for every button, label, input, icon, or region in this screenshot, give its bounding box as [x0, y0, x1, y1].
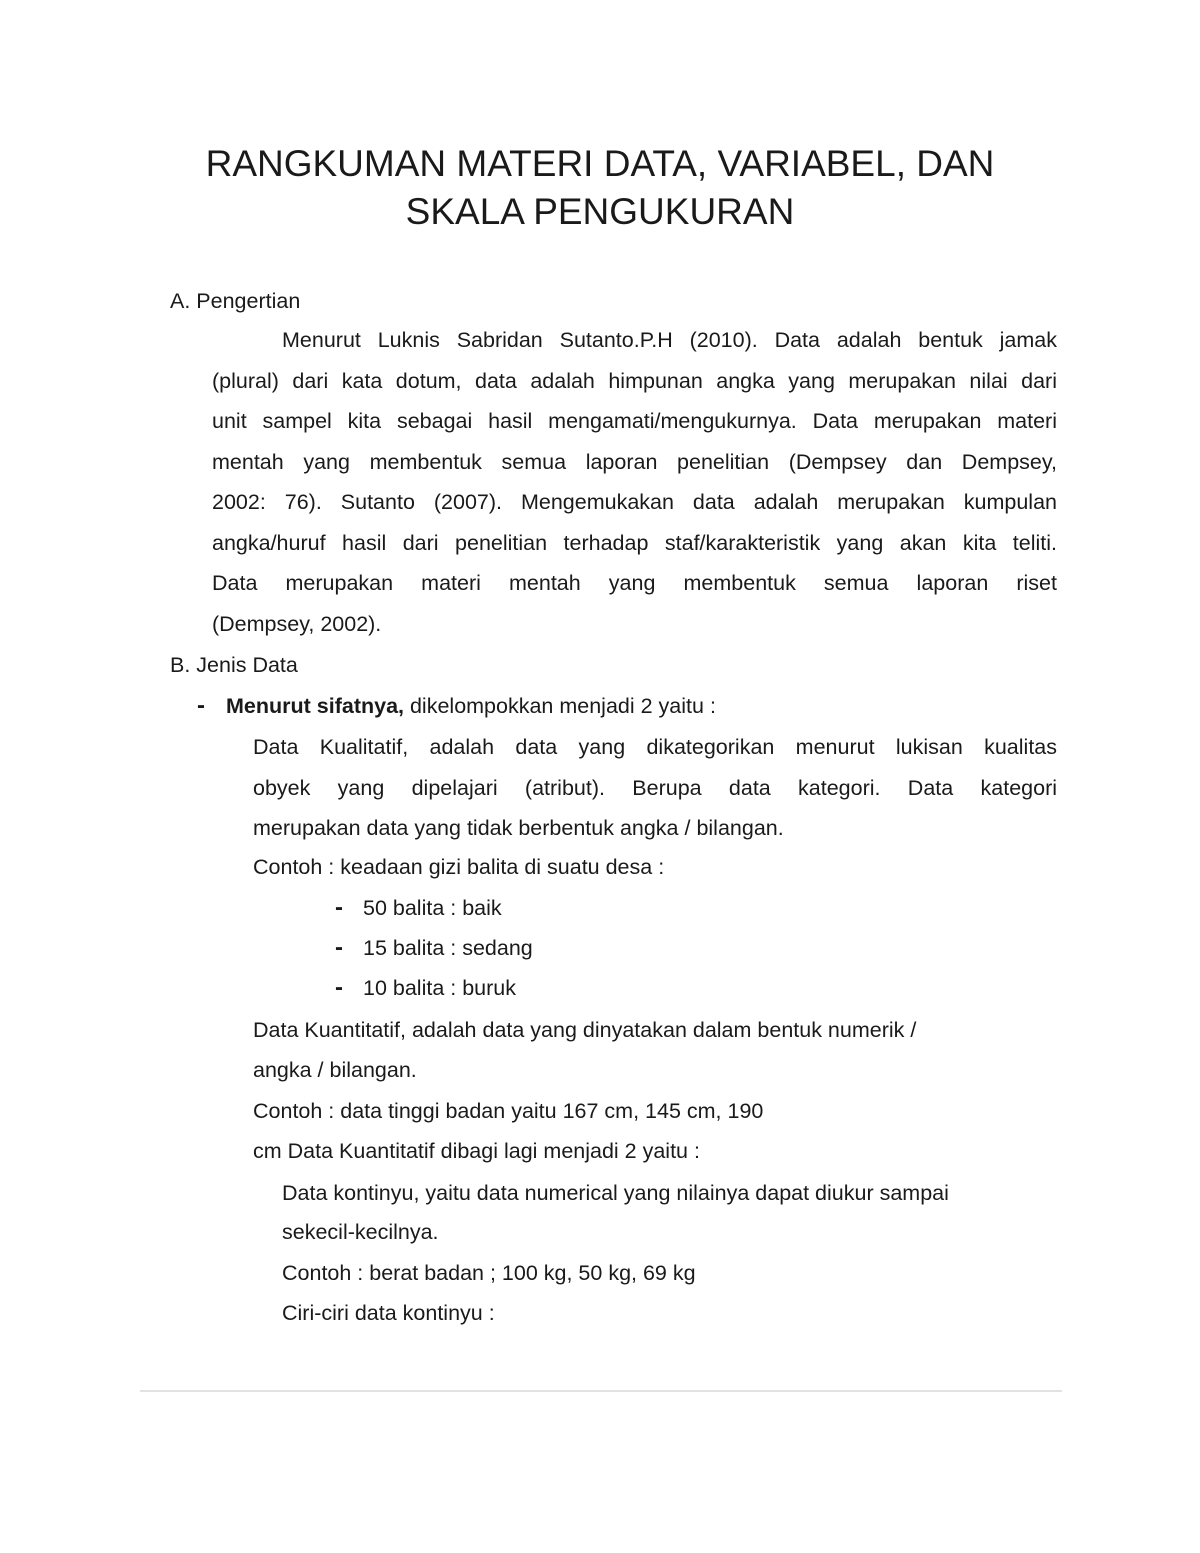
- sifat-bold-label: Menurut sifatnya,: [226, 694, 404, 718]
- sifat-line: [226, 691, 716, 721]
- kuantitatif-line-1: Data Kuantitatif, adalah data yang dinyatakan dalam bentuk numerik /: [253, 1018, 917, 1042]
- bullet-dash: -: [335, 974, 343, 1001]
- example-item: 10 balita : buruk: [363, 976, 516, 1000]
- kuantitatif-split: cm Data Kuantitatif dibagi lagi menjadi 2 yaitu :: [253, 1139, 700, 1163]
- bullet-dash: -: [335, 934, 343, 961]
- kuantitatif-contoh: Contoh : data tinggi badan yaitu 167 cm, 145 cm, 190: [253, 1099, 764, 1123]
- kuantitatif-line-2: angka / bilangan.: [253, 1058, 417, 1082]
- paragraph-line: mentah yang membentuk semua laporan penelitian (Dempsey dan Dempsey,: [212, 449, 1057, 474]
- kontinyu-contoh: Contoh : berat badan ; 100 kg, 50 kg, 69 kg: [282, 1261, 696, 1285]
- kontinyu-line-2: sekecil-kecilnya.: [282, 1220, 439, 1244]
- paragraph-line: angka/huruf hasil dari penelitian terhadap staf/karakteristik yang akan kita teliti.: [212, 530, 1057, 555]
- title-line-2: SKALA PENGUKURAN: [405, 191, 795, 232]
- kontinyu-ciri: Ciri-ciri data kontinyu :: [282, 1301, 495, 1325]
- title-line-1: RANGKUMAN MATERI DATA, VARIABEL, DAN: [205, 143, 995, 184]
- example-item: 50 balita : baik: [363, 896, 502, 920]
- paragraph-line: Menurut Luknis Sabridan Sutanto.P.H (2010). Data adalah bentuk jamak: [282, 328, 1057, 352]
- kualitatif-line: obyek yang dipelajari (atribut). Berupa data kategori. Data kategori: [253, 775, 1057, 800]
- kontinyu-line-1: Data kontinyu, yaitu data numerical yang nilainya dapat diukur sampai: [282, 1181, 949, 1205]
- sifat-rest-text: dikelompokkan menjadi 2 yaitu :: [404, 694, 716, 718]
- paragraph-line: Data merupakan materi mentah yang membentuk semua laporan riset: [212, 571, 1057, 595]
- section-a-heading: A. Pengertian: [170, 289, 301, 313]
- kualitatif-contoh: Contoh : keadaan gizi balita di suatu desa :: [253, 855, 665, 879]
- section-b-heading: B. Jenis Data: [170, 653, 298, 677]
- page-divider: [140, 1390, 1062, 1392]
- bullet-dash: -: [197, 692, 205, 719]
- paragraph-line: (Dempsey, 2002).: [212, 611, 382, 636]
- example-item: 15 balita : sedang: [363, 936, 533, 960]
- paragraph-line: (plural) dari kata dotum, data adalah himpunan angka yang merupakan nilai dari: [212, 368, 1057, 393]
- kualitatif-paragraph: [253, 727, 1057, 849]
- section-a-paragraph: [212, 320, 1057, 644]
- kualitatif-line: merupakan data yang tidak berbentuk angka / bilangan.: [253, 816, 784, 840]
- paragraph-line: 2002: 76). Sutanto (2007). Mengemukakan data adalah merupakan kumpulan: [212, 490, 1057, 514]
- bullet-dash: -: [335, 894, 343, 921]
- kualitatif-line: Data Kualitatif, adalah data yang dikategorikan menurut lukisan kualitas: [253, 735, 1057, 759]
- paragraph-line: unit sampel kita sebagai hasil mengamati/mengukurnya. Data merupakan materi: [212, 409, 1057, 433]
- document-title: [140, 140, 1060, 236]
